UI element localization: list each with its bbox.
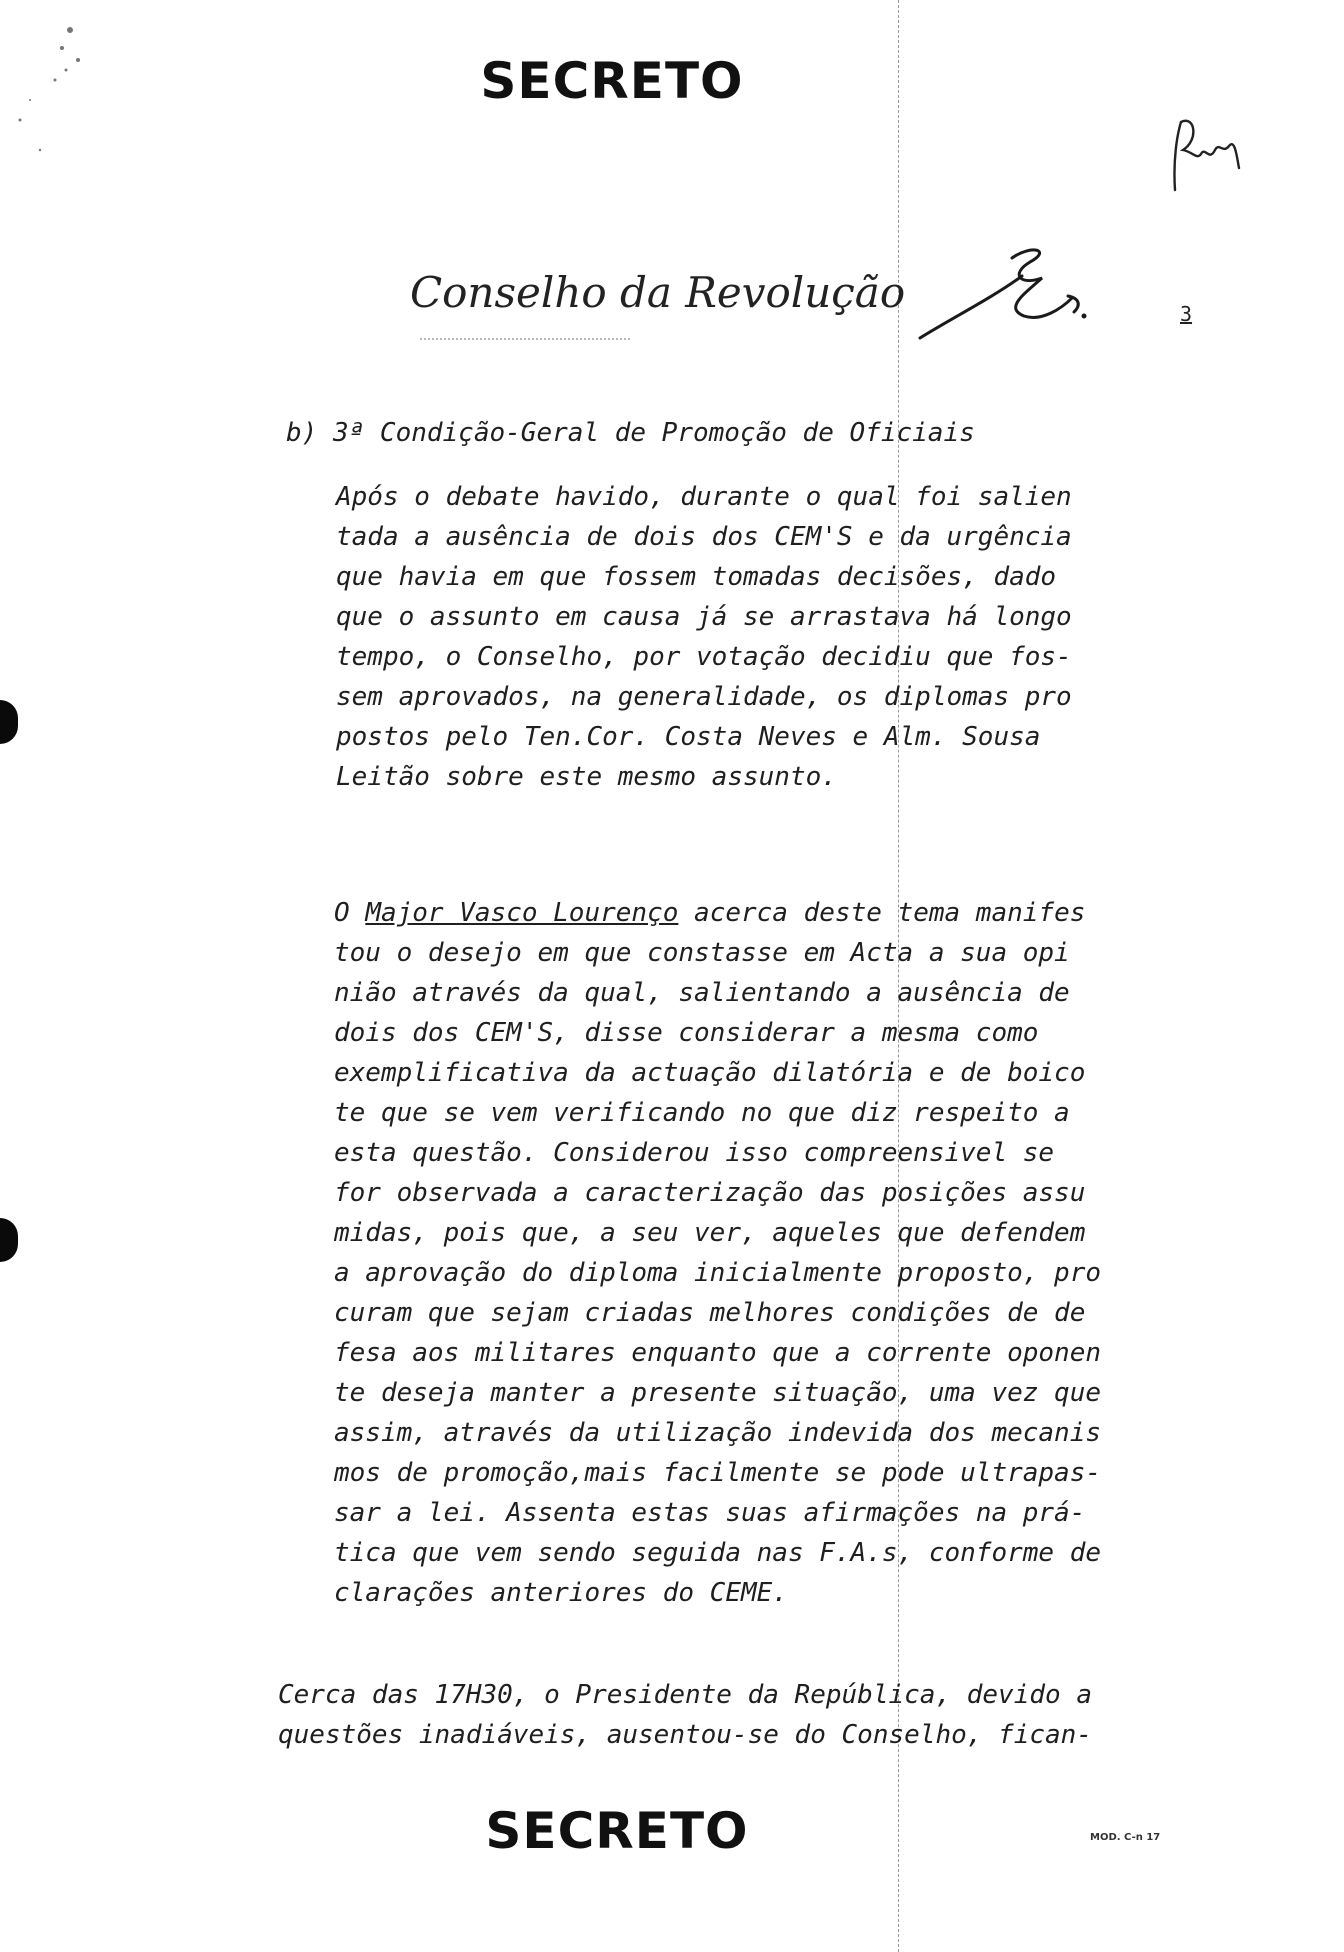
line-prefix: O (334, 898, 366, 928)
paragraph-line: questões inadiáveis, ausentou-se do Conselho, fican- (278, 1720, 1092, 1750)
paragraph-line: te que se vem verificando no que diz respeito a (334, 1098, 1070, 1128)
page-number: 3 (1180, 302, 1193, 326)
handwritten-signature (912, 238, 1092, 348)
letterhead-underline (420, 330, 630, 340)
paragraph-line: sem aprovados, na generalidade, os diplomas pro (336, 682, 1072, 712)
paragraph-line: a aprovação do diploma inicialmente proposto, pro (334, 1258, 1102, 1288)
paragraph-line: mos de promoção,mais facilmente se pode ultrapas- (334, 1458, 1102, 1488)
paragraph-line: for observada a caracterização das posições assu (334, 1178, 1086, 1208)
paragraph-line: tica que vem sendo seguida nas F.A.s, conforme de (334, 1538, 1102, 1568)
underlined-name: Major Vasco Lourenço (365, 898, 679, 928)
line-suffix: acerca deste tema manifes (678, 898, 1086, 928)
paragraph-line: Cerca das 17H30, o Presidente da República, devido a (278, 1680, 1092, 1710)
classification-bottom: SECRETO (485, 1802, 749, 1860)
paragraph-line: postos pelo Ten.Cor. Costa Neves e Alm. Sousa (336, 722, 1041, 752)
paragraph-line: sar a lei. Assenta estas suas afirmações na prá- (334, 1498, 1086, 1528)
paragraph-line: Leitão sobre este mesmo assunto. (336, 762, 837, 792)
paragraph-line: assim, através da utilização indevida dos mecanis (334, 1418, 1102, 1448)
paragraph-line: esta questão. Considerou isso compreensivel se (334, 1138, 1055, 1168)
classification-top: SECRETO (480, 52, 744, 110)
paragraph-line: dois dos CEM'S, disse considerar a mesma como (334, 1018, 1039, 1048)
punch-hole (0, 700, 18, 744)
letterhead: Conselho da Revolução (410, 268, 906, 317)
paragraph-line: exemplificativa da actuação dilatória e de boico (334, 1058, 1086, 1088)
paragraph-line: midas, pois que, a seu ver, aqueles que defendem (334, 1218, 1086, 1248)
paragraph-1 (336, 477, 1072, 797)
paragraph-line: tada a ausência de dois dos CEM'S e da urgência (336, 522, 1072, 552)
paragraph-line: te deseja manter a presente situação, uma vez que (334, 1378, 1102, 1408)
paragraph-line: tou o desejo em que constasse em Acta a sua opi (334, 938, 1070, 968)
paragraph-3 (278, 1675, 1092, 1755)
paragraph-line: que o assunto em causa já se arrastava há longo (336, 602, 1072, 632)
paragraph-line: fesa aos militares enquanto que a corrente oponen (334, 1338, 1102, 1368)
paragraph-2 (334, 893, 1101, 1613)
paragraph-line (334, 893, 1101, 933)
punch-hole (0, 1218, 18, 1262)
paragraph-line: clarações anteriores do CEME. (334, 1578, 788, 1608)
section-heading: b) 3ª Condição-Geral de Promoção de Oficiais (286, 418, 975, 448)
paragraph-line: Após o debate havido, durante o qual foi salien (336, 482, 1072, 512)
paragraph-line: que havia em que fossem tomadas decisões, dado (336, 562, 1057, 592)
paragraph-line: tempo, o Conselho, por votação decidiu que fos- (336, 642, 1072, 672)
paragraph-line: nião através da qual, salientando a ausência de (334, 978, 1070, 1008)
form-code: MOD. C-n 17 (1090, 1832, 1161, 1843)
paragraph-line: curam que sejam criadas melhores condições de de (334, 1298, 1086, 1328)
handwritten-initials (1165, 110, 1245, 200)
scan-noise (0, 0, 90, 200)
